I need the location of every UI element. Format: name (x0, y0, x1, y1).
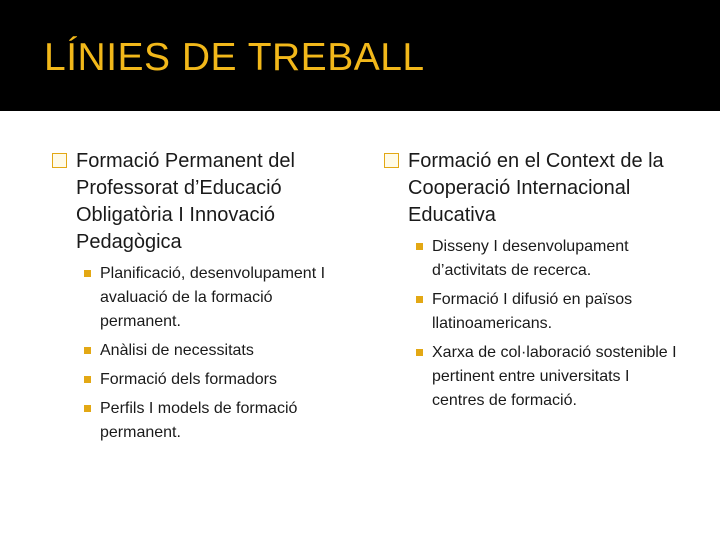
checkbox-bullet-icon (52, 153, 67, 168)
list-item (52, 368, 352, 392)
title-band (0, 0, 720, 111)
main-bullet-item (52, 148, 352, 256)
list-item (52, 339, 352, 363)
list-item-text: Formació dels formadors (100, 371, 277, 388)
list-item (52, 397, 352, 445)
main-bullet-item (384, 148, 684, 229)
list-item-text: Formació I difusió en països llatinoamericans. (432, 291, 633, 332)
right-sub-list (384, 235, 684, 413)
square-bullet-icon (84, 405, 91, 412)
list-item-text: Perfils I models de formació permanent. (100, 400, 298, 441)
list-item-text: Planificació, desenvolupament I avaluació de la formació permanent. (100, 265, 326, 330)
right-heading: Formació en el Context de la Cooperació Internacional Educativa (408, 150, 664, 226)
square-bullet-icon (84, 347, 91, 354)
square-bullet-icon (84, 270, 91, 277)
list-item (384, 341, 684, 413)
left-column (52, 148, 352, 450)
list-item (384, 288, 684, 336)
slide-title: LÍNIES DE TREBALL (44, 36, 425, 79)
square-bullet-icon (416, 349, 423, 356)
square-bullet-icon (416, 243, 423, 250)
square-bullet-icon (416, 296, 423, 303)
left-heading: Formació Permanent del Professorat d’Educació Obligatòria I Innovació Pedagògica (76, 150, 295, 253)
list-item-text: Anàlisi de necessitats (100, 342, 254, 359)
list-item (384, 235, 684, 283)
left-sub-list (52, 262, 352, 445)
checkbox-bullet-icon (384, 153, 399, 168)
right-column (384, 148, 684, 418)
list-item (52, 262, 352, 334)
square-bullet-icon (84, 376, 91, 383)
list-item-text: Disseny I desenvolupament d’activitats de recerca. (432, 238, 629, 279)
list-item-text: Xarxa de col·laboració sostenible I pertinent entre universitats I centres de formació. (432, 344, 677, 409)
